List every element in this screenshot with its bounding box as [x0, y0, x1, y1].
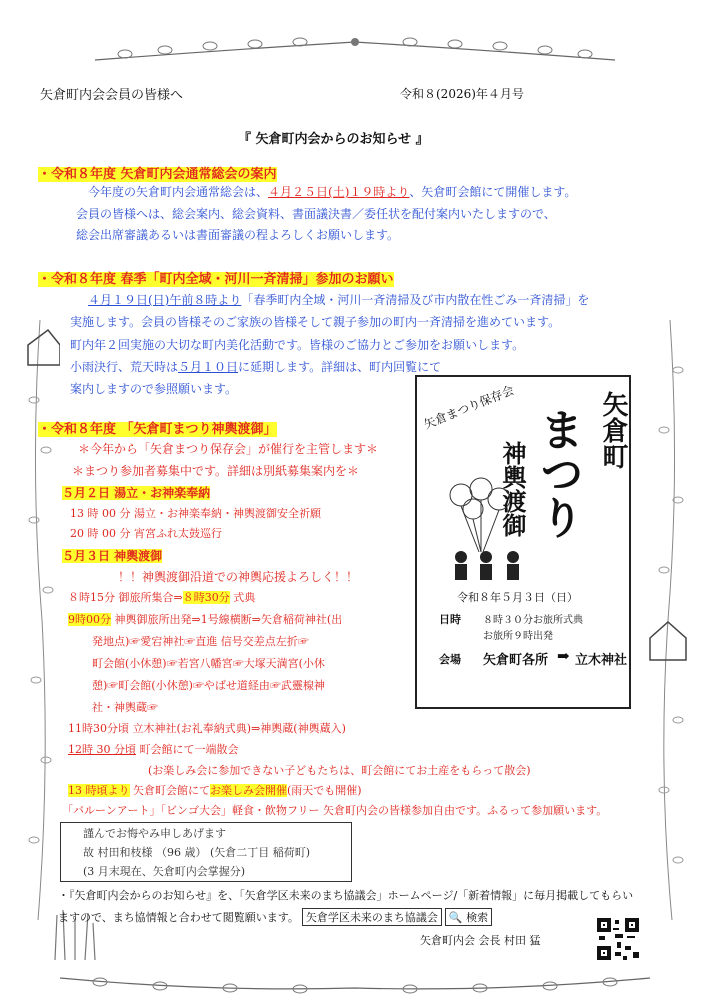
- condolence-line1: 謹んでお悔やみ申しあげます: [83, 827, 226, 840]
- day1-heading: ５月２日 湯立・お神楽奉納: [62, 486, 211, 500]
- section2-heading: ・令和８年度 春季「町内全域・河川一斉清掃」参加のお願い: [38, 272, 394, 287]
- route-line3: 憩)☞町会館(小休憩)☞やばせ道経由☞武靈楾神: [92, 679, 325, 692]
- search-button[interactable]: 🔍 検索: [445, 908, 492, 926]
- balloon-children-illustration: [431, 477, 541, 587]
- depart-line: 9時00分 神輿御旅所出発⇒1号線横断⇒矢倉稲荷神社(出: [68, 613, 343, 626]
- condolence-line3: (3 月末現在、矢倉町内会掌握分): [83, 865, 246, 878]
- day2-heading: ５月３日 神輿渡御: [62, 549, 163, 563]
- vine-border-left: [20, 320, 60, 920]
- section1-line2: 会員の皆様へは、総会案内、総会資料、書面議決書／委任状を配付案内いたしますので、: [76, 207, 556, 221]
- festival-poster: [415, 375, 631, 709]
- search-icon: 🔍: [448, 911, 463, 924]
- end-line: 12時 30 分頃 町会館にて一端散会: [68, 743, 239, 756]
- poster-venue-from: 矢倉町各所: [483, 653, 549, 668]
- end-note: (お楽しみ会に参加できない子どもたちは、町会館にてお土産をもらって散会): [148, 764, 531, 777]
- section2-line5: 案内しますので参照願います。: [70, 382, 238, 396]
- qr-code-icon: [597, 918, 639, 960]
- search-term-box: 矢倉学区未来のまち協議会: [302, 908, 442, 926]
- route-line2: 町会館(小休憩)☞若宮八幡宮☞大塚天満宮(小休: [92, 657, 325, 670]
- addressee: 矢倉町内会会員の皆様へ: [40, 88, 184, 103]
- section1-heading: ・令和８年度 矢倉町内会通常総会の案内: [38, 167, 277, 182]
- poster-title-col1: 矢倉町: [598, 391, 628, 469]
- footer-line2: ますので、まち協情報と合わせて閲覧願います。 矢倉学区未来のまち協議会 🔍 検索: [58, 908, 492, 926]
- condolence-box: [60, 822, 352, 882]
- poster-time-label: 日時: [439, 613, 461, 626]
- section3-note2: ＊まつり参加者募集中です。詳細は別紙募集案内を＊: [72, 464, 360, 478]
- poster-date: 令和８年５月３日（日）: [457, 591, 578, 604]
- section2-line4: 小雨決行、荒天時は５月１０日に延期します。詳細は、町内回覧にて: [70, 360, 442, 374]
- day2-cheer: ！！神輿渡御沿道での神輿応援よろしく！！: [118, 570, 359, 584]
- section3-heading: ・令和８年度 「矢倉町まつり神輿渡御」: [38, 422, 277, 437]
- day1-line2: 20 時 00 分 宵宮ふれ太鼓巡行: [70, 527, 222, 540]
- issue-date: 令和８(2026)年４月号: [400, 87, 524, 101]
- footer-line1: ・『矢倉町内会からのお知らせ』を、「矢倉学区未来のまち協議会」ホームページ/「新着情報」に毎月掲載してもらい: [58, 889, 634, 902]
- poster-org: 矢倉まつり保存会: [421, 382, 517, 432]
- section2-line3: 町内年２回実施の大切な町内美化活動です。皆様のご協力とご参加をお願いします。: [70, 338, 525, 352]
- poster-title-col2: 神輿渡御: [498, 441, 527, 537]
- assembly-line: ８時15分 御旅所集合⇒８時30分 式典: [68, 591, 256, 604]
- vine-border-right: [648, 320, 693, 920]
- party-line2: 「バルーンアート」「ビンゴ大会」軽食・飲物フリー 矢倉町内会の皆様参加自由です。ふるって参加願います。: [62, 804, 608, 817]
- vine-border-top: [95, 30, 615, 80]
- poster-venue-label: 会場: [439, 653, 461, 666]
- section2-line2: 実施します。会員の皆様そのご家族の皆様そして親子参加の町内一斉清掃を進めています。: [70, 315, 561, 329]
- poster-title-big: まつり: [532, 407, 583, 539]
- poster-time-line2: お旅所９時出発: [483, 631, 553, 642]
- route-line1: 発地点)☞愛宕神社☞直進 信号交差点左折☞: [92, 635, 309, 648]
- party-line: 13 時頃より 矢倉町会館にてお楽しみ会開催(雨天でも開催): [68, 784, 362, 797]
- section3-note1: ＊今年から「矢倉まつり保存会」が催行を主管します＊: [78, 442, 379, 456]
- poster-venue-to: 立木神社: [575, 653, 628, 668]
- arrow-right-icon: ➡: [557, 647, 570, 665]
- poster-time-line1: ８時３０分お旅所式典: [483, 615, 583, 626]
- condolence-line2: 故 村田和枝様 （96 歳） (矢倉二丁目 稲荷町): [83, 846, 311, 859]
- day1-line1: 13 時 00 分 湯立・お神楽奉納・神輿渡御安全祈願: [70, 507, 321, 520]
- vine-border-bottom: [60, 958, 650, 998]
- arrive-line: 11時30分頃 立木神社(お礼奉納式典)⇒神輿蔵(神輿蔵入): [68, 722, 346, 735]
- section1-line3: 総会出席審議あるいは書面審議の程よろしくお願いします。: [76, 228, 400, 242]
- section1-line1: 今年度の矢倉町内会通常総会は、４月２５日(土)１９時より、矢倉町会館にて開催します。: [88, 185, 577, 199]
- route-line4: 社・神輿蔵☞: [92, 701, 158, 714]
- section2-line1: ４月１９日(日)午前８時より「春季町内全域・河川一斉清掃及び市内散在性ごみ一斉清掃」を: [88, 293, 590, 307]
- footer-signature: 矢倉町内会 会長 村田 猛: [420, 934, 541, 947]
- page-title: 『 矢倉町内会からのお知らせ 』: [238, 132, 429, 147]
